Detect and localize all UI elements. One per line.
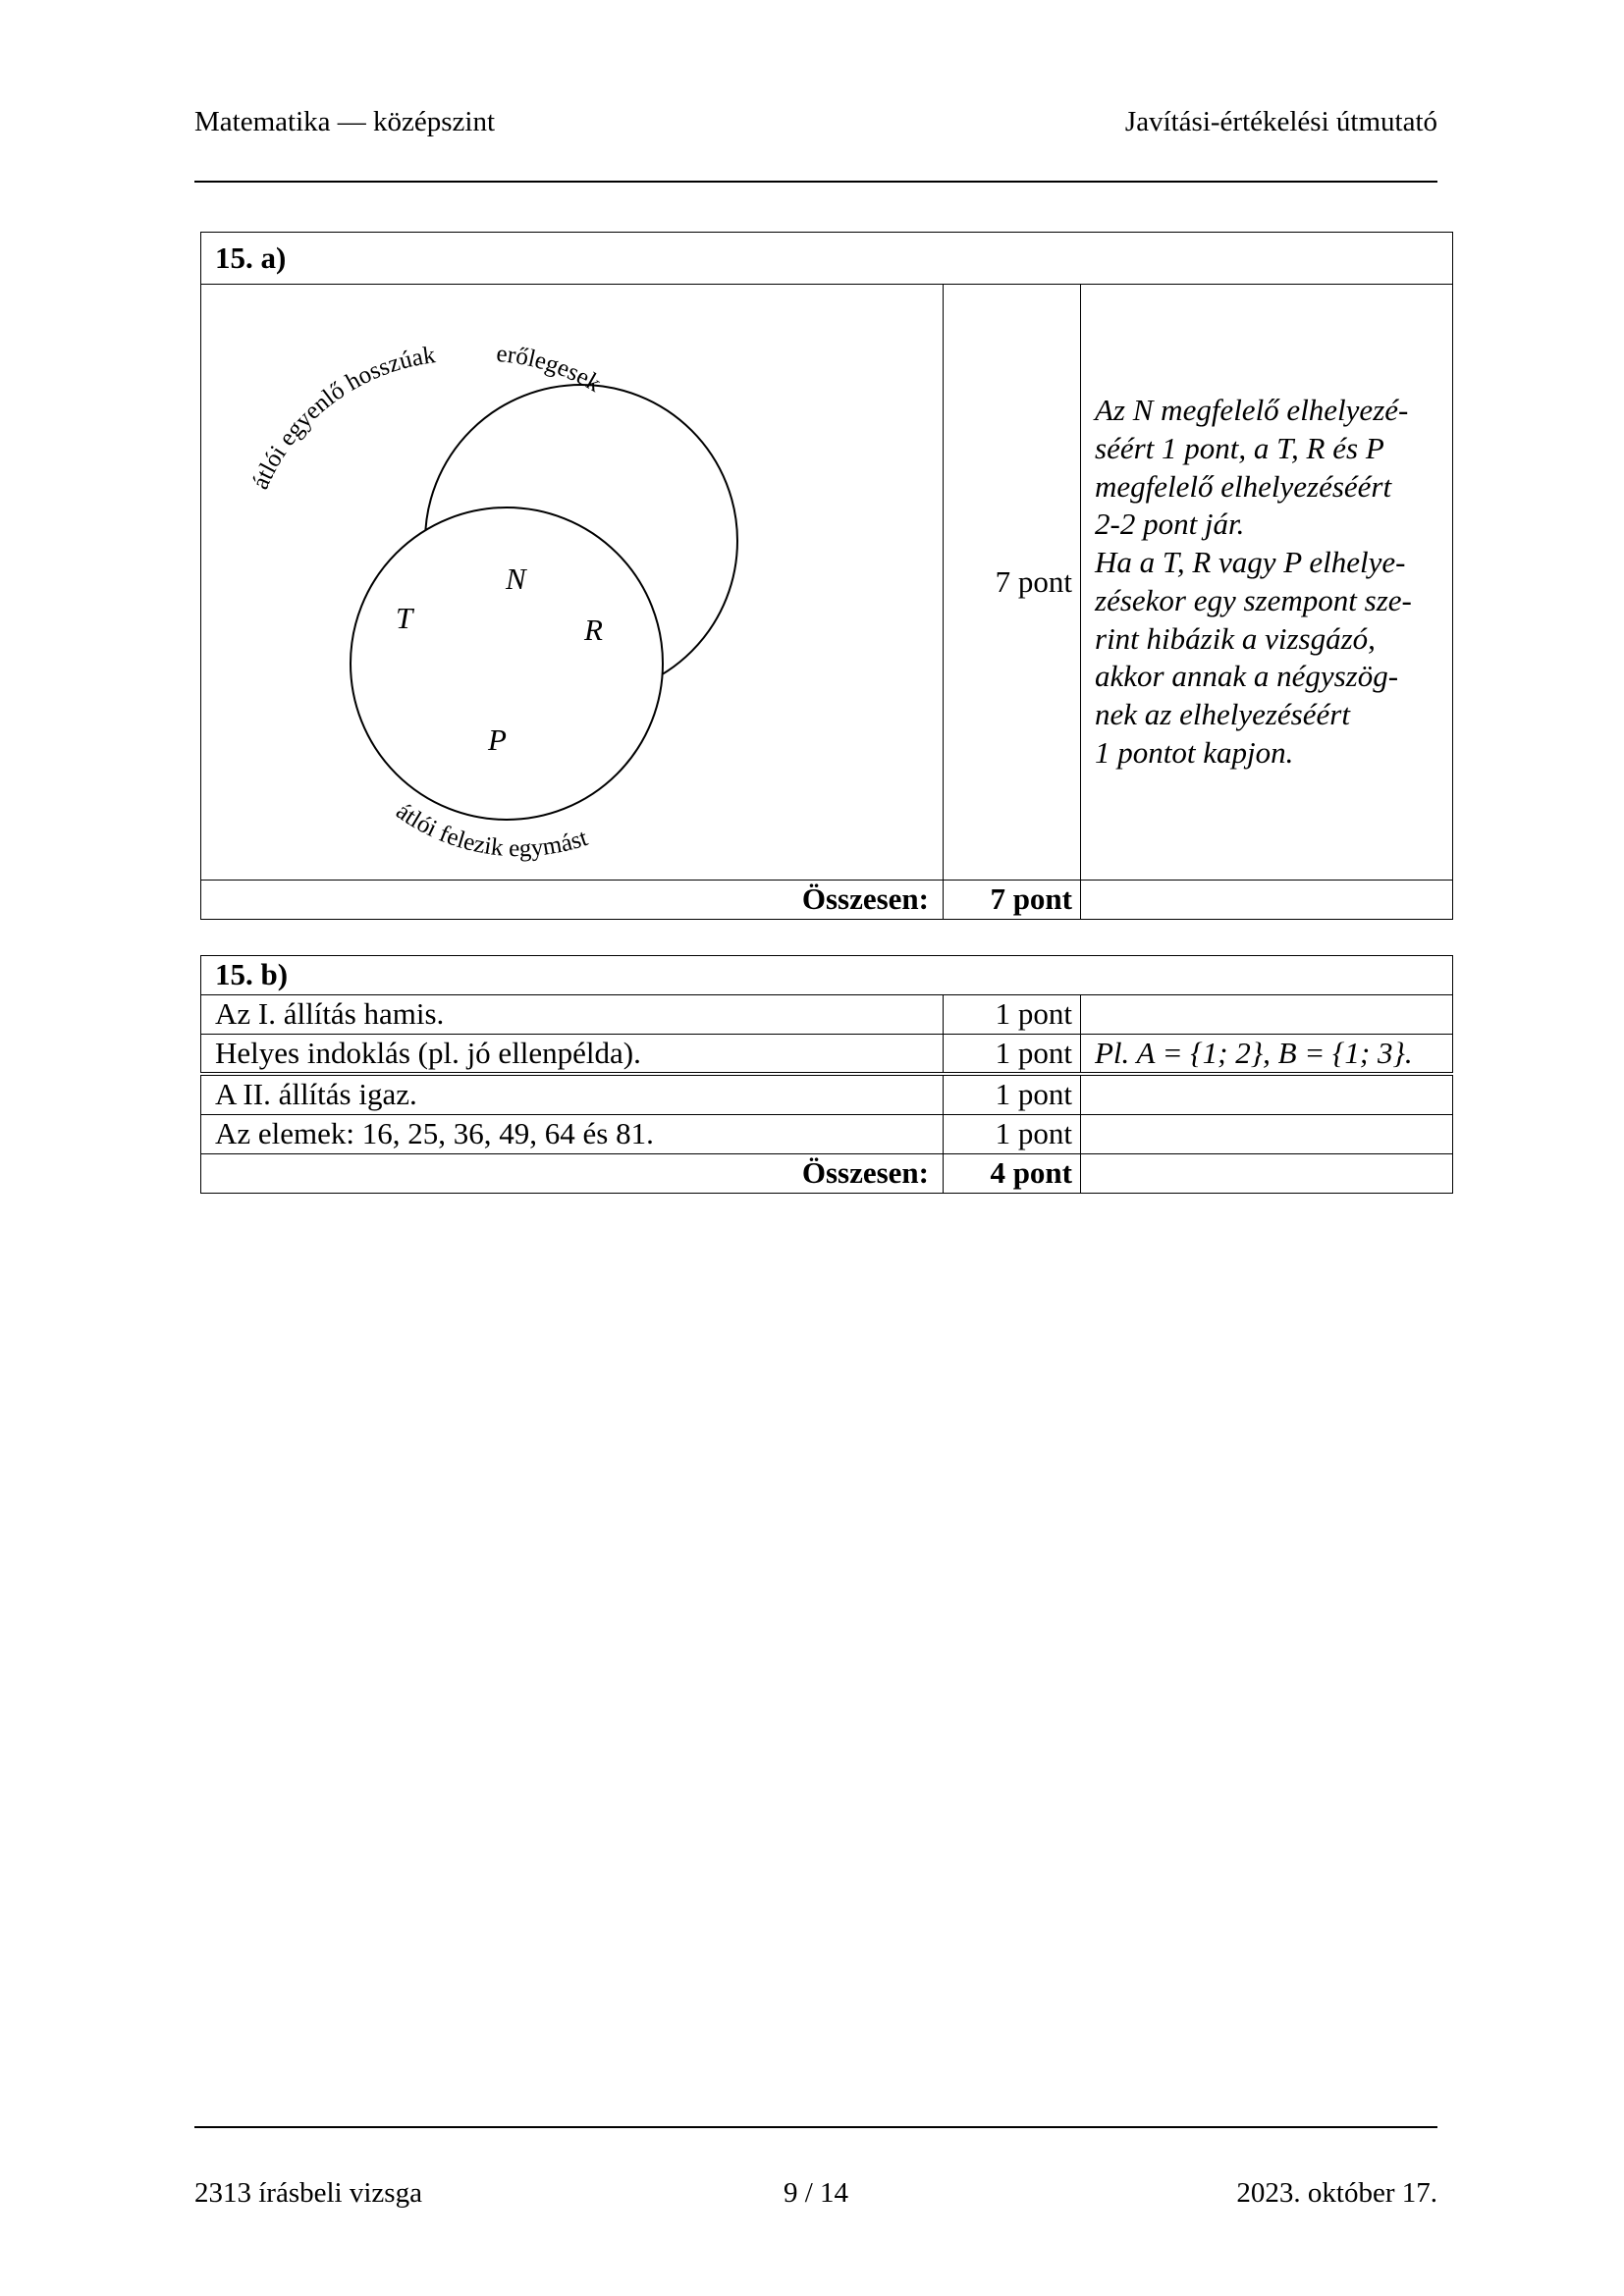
row-text: A II. állítás igaz.	[201, 1074, 944, 1114]
point-n: N	[506, 561, 526, 596]
exam-date: 2023. október 17.	[1236, 2177, 1437, 2209]
note-line: nek az elhelyezéséért	[1095, 697, 1350, 732]
note-line: rint hibázik a vizsgázó,	[1095, 620, 1376, 656]
section-a-points: 7 pont	[944, 285, 1081, 881]
circle-bisect	[351, 507, 663, 820]
row-text: Helyes indoklás (pl. jó ellenpélda).	[201, 1034, 944, 1074]
section-a-note	[1081, 285, 1453, 881]
section-a-total-points: 7 pont	[944, 880, 1081, 919]
header-subject: Matematika — középszint	[194, 106, 496, 137]
exam-code: 2313 írásbeli vizsga	[194, 2177, 422, 2209]
row-note	[1081, 1074, 1453, 1114]
section-a-table	[200, 232, 1453, 920]
table-row	[201, 1074, 1453, 1114]
note-line: 1 pontot kapjon.	[1095, 734, 1294, 770]
footer-rule	[194, 2126, 1437, 2128]
row-note	[1081, 1115, 1453, 1154]
point-p: P	[488, 722, 507, 757]
section-a-title: 15. a)	[201, 233, 1453, 285]
venn-diagram-cell	[201, 285, 944, 881]
row-text: Az I. állítás hamis.	[201, 994, 944, 1034]
note-line: Az N megfelelő elhelyezé-	[1095, 393, 1409, 428]
row-points: 1 pont	[944, 1074, 1081, 1114]
page-number: 9 / 14	[783, 2177, 849, 2209]
row-note	[1081, 994, 1453, 1034]
row-points: 1 pont	[944, 1034, 1081, 1074]
venn-diagram	[201, 285, 944, 870]
note-line: séért 1 pont, a T, R és P	[1095, 430, 1384, 465]
section-b-table	[200, 955, 1453, 1194]
header-rule	[194, 181, 1437, 183]
row-points: 1 pont	[944, 1115, 1081, 1154]
table-row	[201, 994, 1453, 1034]
row-points: 1 pont	[944, 994, 1081, 1034]
label-diagonals-equal: átlói egyenlő hosszúak	[246, 342, 438, 494]
note-line: Ha a T, R vagy P elhelye-	[1095, 545, 1406, 580]
point-r: R	[584, 613, 603, 647]
page-header	[194, 106, 1437, 138]
label-bisect: átlói felezik egymást	[391, 797, 591, 863]
label-perpendicular: erőlegesek	[495, 341, 606, 398]
note-line: zésekor egy szempont sze-	[1095, 582, 1412, 617]
section-b-total-points: 4 pont	[944, 1153, 1081, 1193]
section-a-total-label: Összesen:	[201, 880, 944, 919]
section-b-total-note	[1081, 1153, 1453, 1193]
row-text: Az elemek: 16, 25, 36, 49, 64 és 81.	[201, 1115, 944, 1154]
header-doc-type: Javítási-értékelési útmutató	[1124, 106, 1437, 137]
section-b-title: 15. b)	[201, 956, 1453, 995]
page-footer	[194, 2177, 1437, 2210]
note-line: akkor annak a négyszög-	[1095, 659, 1399, 694]
section-a-total-note	[1081, 880, 1453, 919]
section-b-total-label: Összesen:	[201, 1153, 944, 1193]
table-row	[201, 1034, 1453, 1074]
table-row	[201, 1115, 1453, 1154]
row-note: Pl. A = {1; 2}, B = {1; 3}.	[1081, 1034, 1453, 1074]
point-t: T	[396, 601, 413, 635]
note-line: 2-2 pont jár.	[1095, 507, 1245, 542]
note-line: megfelelő elhelyezéséért	[1095, 468, 1392, 504]
